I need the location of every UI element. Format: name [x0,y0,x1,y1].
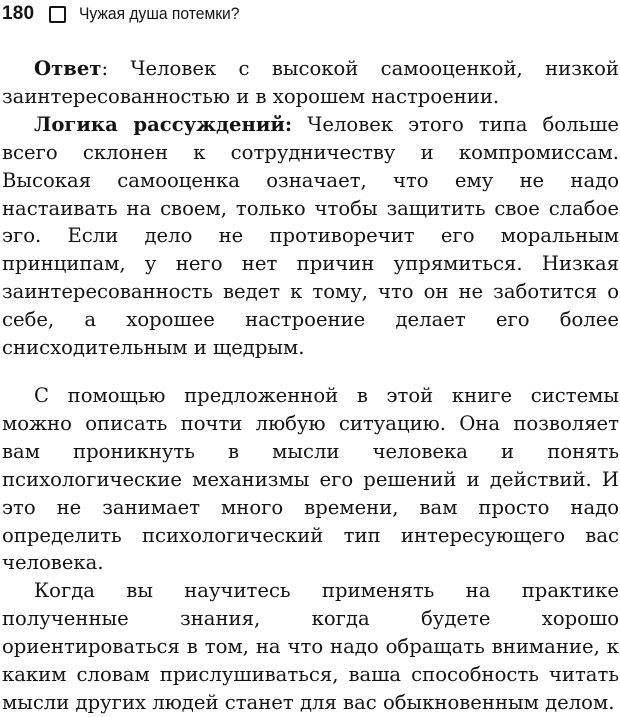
answer-paragraph [2,55,619,111]
page-number: 180 [2,3,35,24]
logic-text: Человек этого типа больше всего склонен к сотрудничеству и компромиссам. Высокая самооценка означает, что ему не надо настаивать на своем, только чтобы защитить свое слабое эго. Если дело не противоречит его моральным принципам, у него нет причин упрямиться. Низкая заинтересованность ведет к тому, что он не заботится о себе, а хорошее настроение делает его более снисходительным и щедрым. [2,112,619,360]
logic-paragraph [2,111,619,362]
conclusion-paragraph-2: Когда вы научитесь применять на практике полученные знания, когда будете хорошо ориентироваться в том, на что надо обращать внимание, к каким словам прислушиваться, ваша способность читать мысли других людей станет для вас обыкновенным делом. [2,579,619,714]
answer-section [2,55,619,362]
chapter-title: Чужая душа потемки? [79,4,240,23]
conclusion-section [2,382,619,717]
answer-text: : Человек с высокой самооценкой, низкой заинтересованностью и в хорошем настроении. [2,57,619,108]
conclusion-paragraph-1: С помощью предложенной в этой книге системы можно описать почти любую ситуацию. Она позволяет вам проникнуть в мысли человека и понять психологические механизмы его решений и действий. И это не занимает много времени, вам просто надо определить психологический тип интересующего вас человека. [2,384,619,575]
logic-label: Логика рассуждений: [34,112,293,136]
answer-label: Ответ [34,57,102,80]
square-box-icon [49,6,66,23]
running-header [2,1,254,27]
